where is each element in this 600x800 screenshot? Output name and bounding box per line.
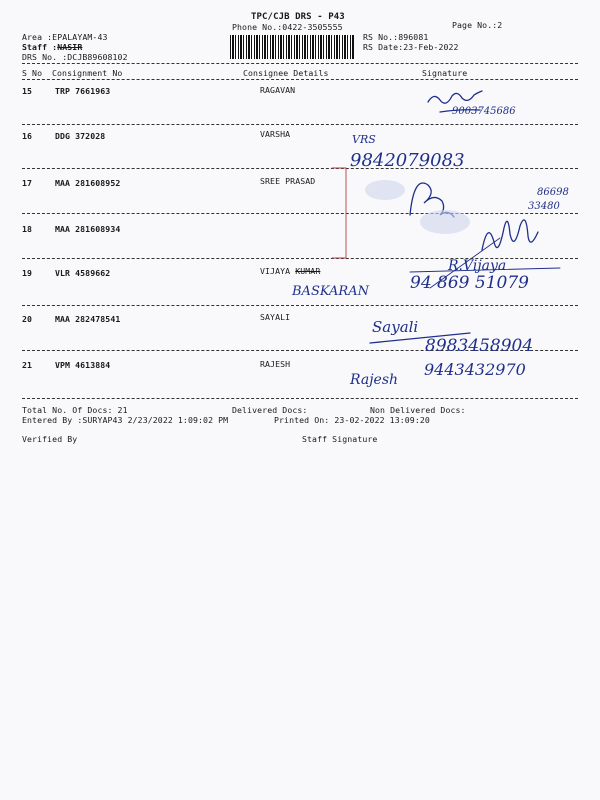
row-consignee: RAJESH xyxy=(260,359,291,369)
row-sno: 15 xyxy=(22,86,33,96)
row-consignee: VARSHA xyxy=(260,129,291,139)
row-sno: 20 xyxy=(22,314,33,324)
handwritten-number-b: 33480 xyxy=(528,201,560,212)
printed-on: Printed On: 23-02-2022 13:09:20 xyxy=(274,415,430,425)
rs-number: RS No.:896081 xyxy=(363,32,429,42)
handwritten-number-a: 86698 xyxy=(537,187,569,198)
staff-signature-label: Staff Signature xyxy=(302,434,378,444)
signature-row15 xyxy=(428,91,482,103)
signature-row18 xyxy=(482,220,538,250)
entered-by: Entered By :SURYAP43 2/23/2022 1:09:02 PM xyxy=(22,415,229,425)
delivered-docs: Delivered Docs: xyxy=(232,405,308,415)
row-consignee: SAYALI xyxy=(260,312,291,322)
col-signature: Signature xyxy=(422,68,468,78)
handwritten-name-row19: R.Vijaya xyxy=(448,258,507,274)
consignee-struck: KUMAR xyxy=(295,266,321,276)
row-sno: 16 xyxy=(22,131,33,141)
document-title: TPC/CJB DRS - P43 xyxy=(251,12,345,22)
handwritten-phone-row15: 9003745686 xyxy=(452,106,516,117)
handwritten-phone-row16: 9842079083 xyxy=(350,150,465,171)
handwritten-phone-row19: 94 869 51079 xyxy=(410,273,529,293)
row-consignee: RAGAVAN xyxy=(260,85,296,95)
row-sno: 18 xyxy=(22,224,33,234)
handwritten-baskaran: BASKARAN xyxy=(292,284,369,299)
row-sno: 17 xyxy=(22,178,33,188)
blot-left xyxy=(365,180,405,200)
col-consignee: Consignee Details xyxy=(243,68,329,78)
total-docs: Total No. Of Docs: 21 xyxy=(22,405,128,415)
page-number: Page No.:2 xyxy=(452,20,503,30)
rs-date: RS Date:23-Feb-2022 xyxy=(363,42,459,52)
drs-number: DRS No. :DCJB89608102 xyxy=(22,52,128,62)
row-consignment: VLR 4589662 xyxy=(55,268,111,278)
staff-name: NASIR xyxy=(57,42,83,52)
handwritten-note-row16: VRS xyxy=(352,133,376,146)
phone-number: Phone No.:0422-3505555 xyxy=(232,22,343,32)
row-consignment: VPM 4613884 xyxy=(55,360,111,370)
col-consignment: Consignment No xyxy=(52,68,123,78)
row-sno: 21 xyxy=(22,360,33,370)
row-consignment: DDG 372028 xyxy=(55,131,106,141)
row-sno: 19 xyxy=(22,268,33,278)
area-label: Area :EPALAYAM-43 xyxy=(22,32,108,42)
row-consignment: MAA 281608934 xyxy=(55,224,121,234)
row-consignment: MAA 281608952 xyxy=(55,178,121,188)
handwritten-name-row21: Rajesh xyxy=(350,372,399,388)
row-consignment: TRP 7661963 xyxy=(55,86,111,96)
verified-by: Verified By xyxy=(22,434,78,444)
blot-right xyxy=(420,210,470,234)
bracket-mark xyxy=(332,168,346,258)
row-consignment: MAA 282478541 xyxy=(55,314,121,324)
col-sno: S No xyxy=(22,68,43,78)
staff-label: Staff : xyxy=(22,42,58,52)
consignee-name: VIJAYA xyxy=(260,266,296,276)
row-consignee: SREE PRASAD xyxy=(260,176,316,186)
handwritten-phone-row21: 9443432970 xyxy=(424,360,526,379)
non-delivered-docs: Non Delivered Docs: xyxy=(370,405,466,415)
handwritten-phone-row20: 8983458904 xyxy=(425,336,534,356)
handwritten-name-row20: Sayali xyxy=(372,318,419,336)
